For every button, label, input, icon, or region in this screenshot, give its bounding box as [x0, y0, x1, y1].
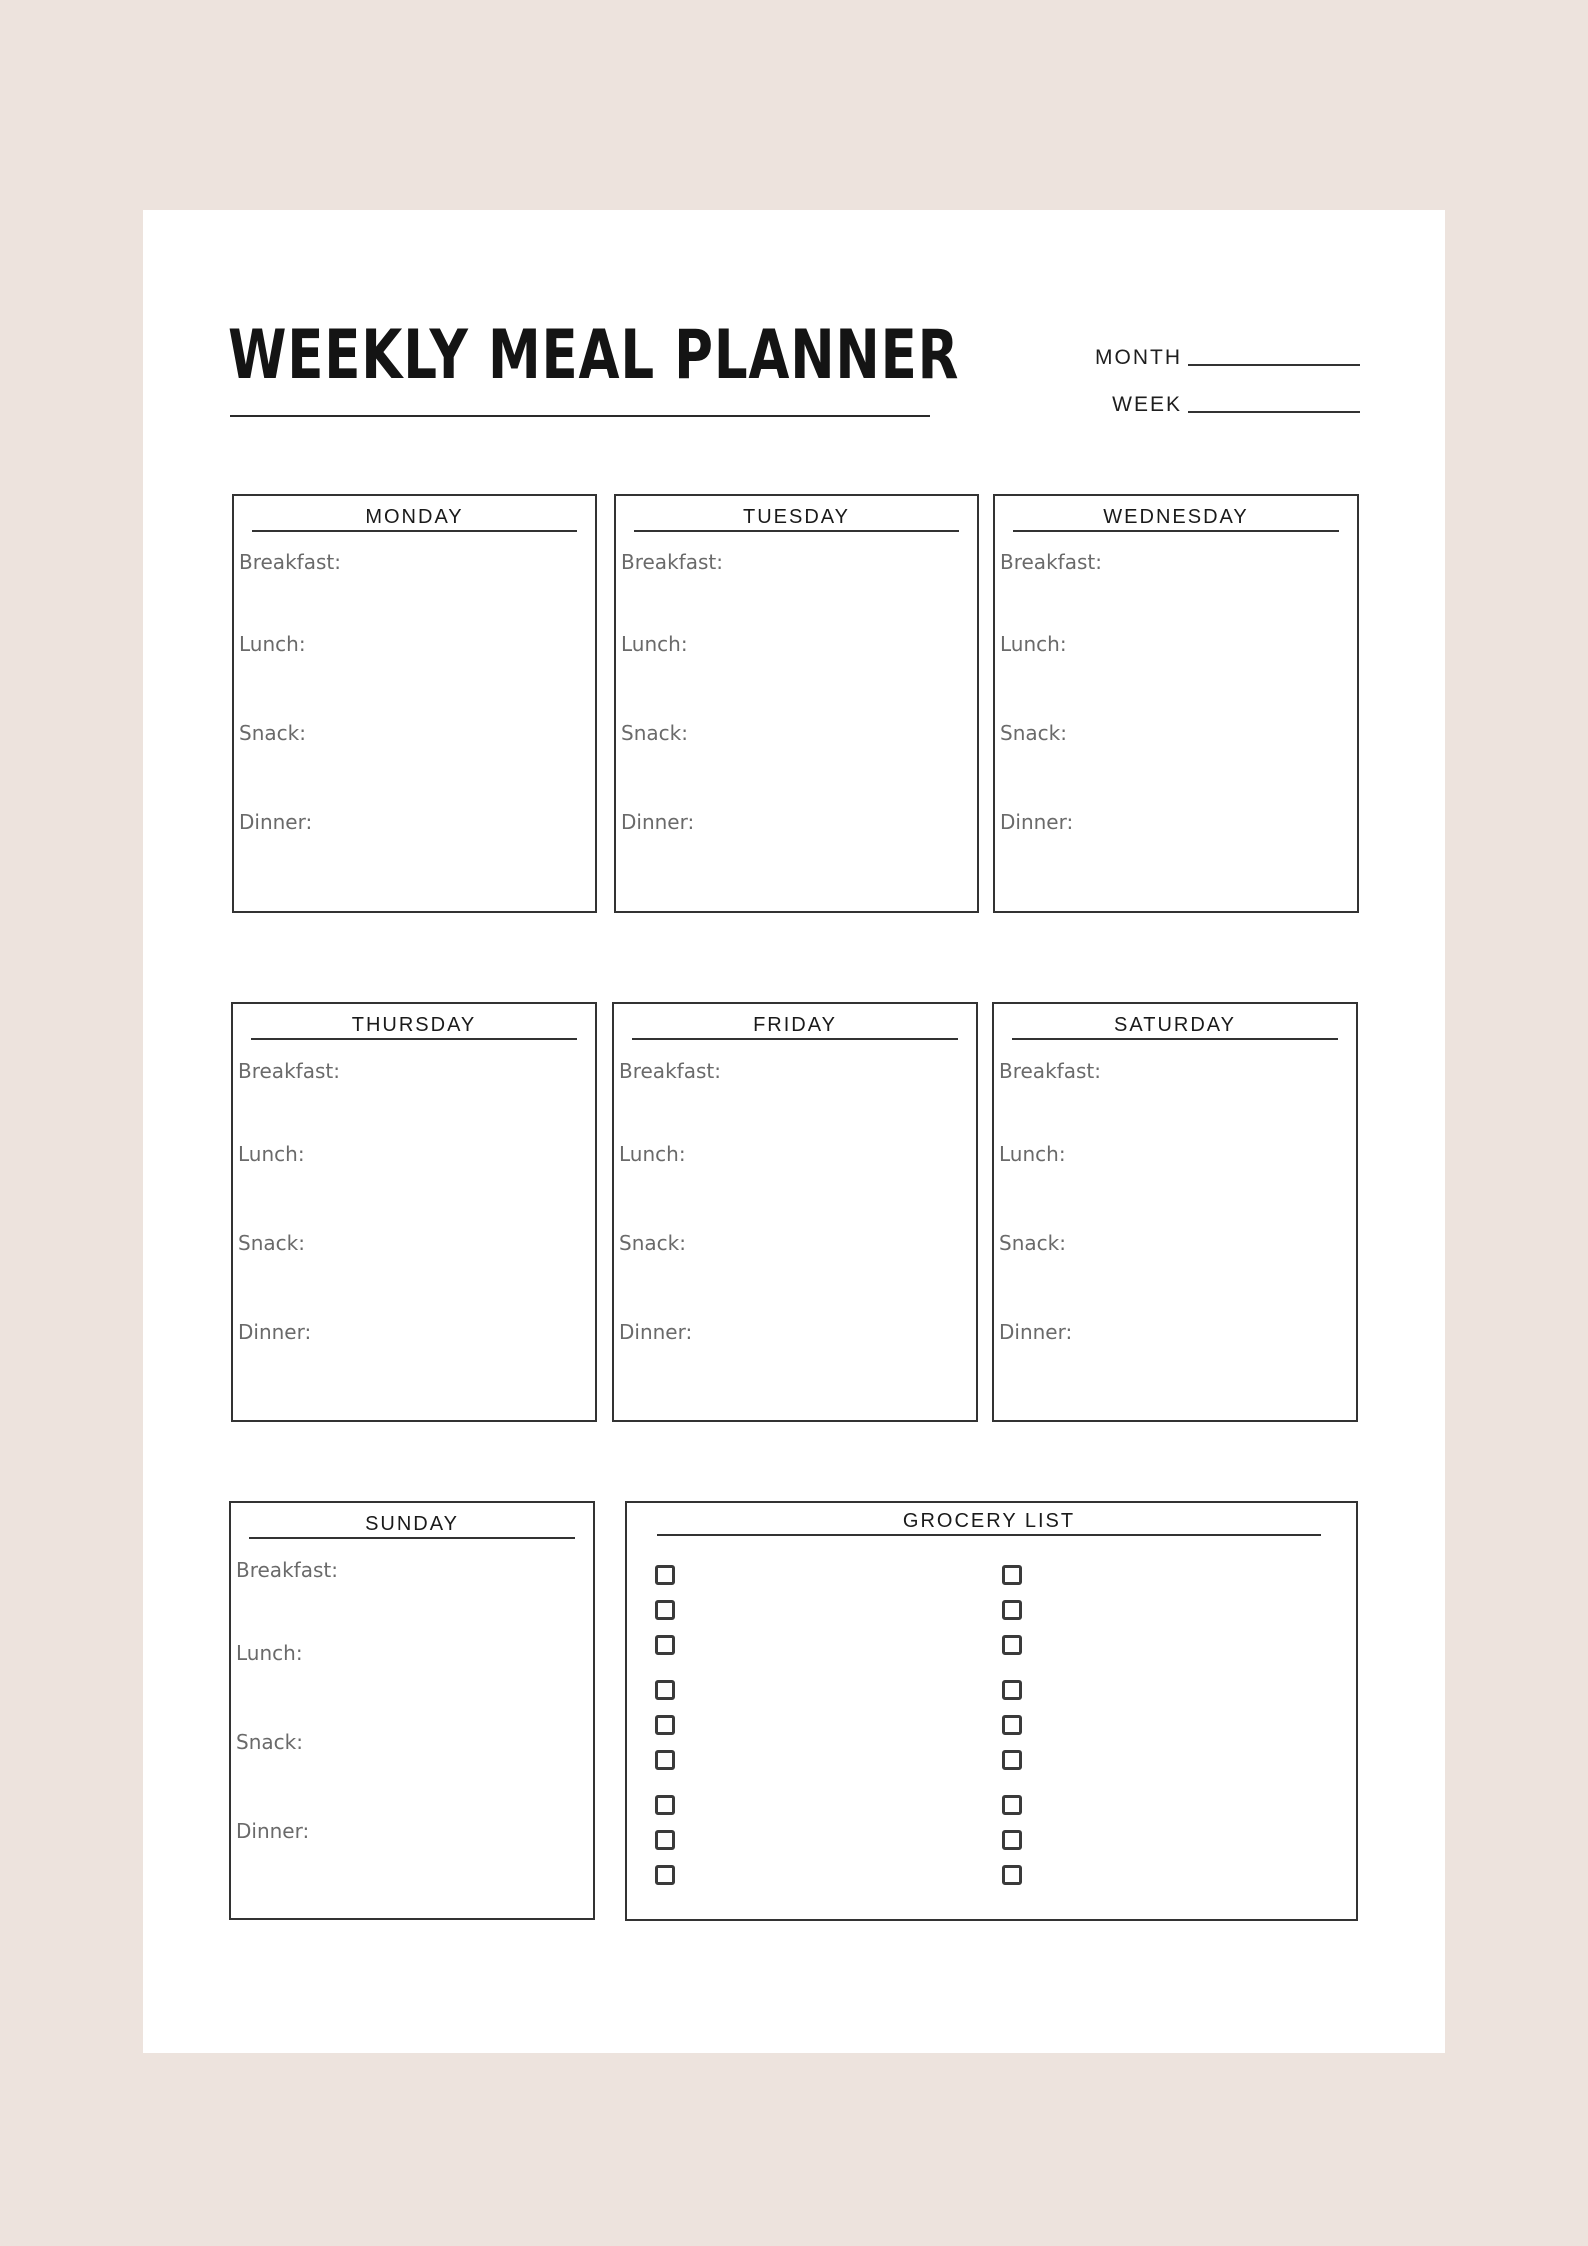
dinner-label: Dinner: [619, 1320, 693, 1344]
grocery-checkbox[interactable] [655, 1635, 675, 1655]
grocery-checkbox[interactable] [655, 1795, 675, 1815]
day-box-thursday [231, 1002, 597, 1422]
grocery-checkbox[interactable] [655, 1565, 675, 1585]
snack-label: Snack: [236, 1730, 303, 1754]
breakfast-label: Breakfast: [1000, 550, 1102, 574]
snack-label: Snack: [238, 1231, 305, 1255]
grocery-checkbox[interactable] [1002, 1565, 1022, 1585]
month-field [1095, 347, 1360, 368]
planner-page [143, 210, 1445, 2053]
lunch-label: Lunch: [236, 1641, 303, 1665]
breakfast-label: Breakfast: [236, 1558, 338, 1582]
day-title: THURSDAY [251, 1012, 577, 1040]
snack-label: Snack: [621, 721, 688, 745]
day-box-monday [232, 494, 597, 913]
lunch-label: Lunch: [239, 632, 306, 656]
dinner-label: Dinner: [1000, 810, 1074, 834]
title-underline [230, 415, 930, 417]
dinner-label: Dinner: [999, 1320, 1073, 1344]
dinner-label: Dinner: [236, 1819, 310, 1843]
breakfast-label: Breakfast: [619, 1059, 721, 1083]
dinner-label: Dinner: [239, 810, 313, 834]
grocery-checkbox[interactable] [1002, 1865, 1022, 1885]
day-title: SATURDAY [1012, 1012, 1338, 1040]
month-input-line[interactable] [1188, 364, 1360, 366]
grocery-checkbox[interactable] [1002, 1715, 1022, 1735]
week-input-line[interactable] [1188, 411, 1360, 413]
snack-label: Snack: [239, 721, 306, 745]
page-title: WEEKLY MEAL PLANNER [228, 316, 960, 395]
grocery-checkbox[interactable] [1002, 1795, 1022, 1815]
grocery-checkbox[interactable] [1002, 1600, 1022, 1620]
grocery-checkbox[interactable] [655, 1680, 675, 1700]
day-box-sunday [229, 1501, 595, 1920]
dinner-label: Dinner: [238, 1320, 312, 1344]
grocery-checkbox[interactable] [655, 1715, 675, 1735]
lunch-label: Lunch: [1000, 632, 1067, 656]
grocery-checkbox[interactable] [1002, 1680, 1022, 1700]
month-label: MONTH [1095, 346, 1182, 369]
lunch-label: Lunch: [238, 1142, 305, 1166]
grocery-checkbox[interactable] [1002, 1830, 1022, 1850]
grocery-checkbox[interactable] [1002, 1635, 1022, 1655]
grocery-checkbox[interactable] [655, 1865, 675, 1885]
day-title: WEDNESDAY [1013, 504, 1339, 532]
grocery-list-box [625, 1501, 1358, 1921]
day-box-friday [612, 1002, 978, 1422]
dinner-label: Dinner: [621, 810, 695, 834]
day-title: FRIDAY [632, 1012, 958, 1040]
week-label: WEEK [1112, 393, 1182, 416]
lunch-label: Lunch: [619, 1142, 686, 1166]
breakfast-label: Breakfast: [621, 550, 723, 574]
day-title: MONDAY [252, 504, 577, 532]
snack-label: Snack: [1000, 721, 1067, 745]
snack-label: Snack: [619, 1231, 686, 1255]
grocery-checkbox[interactable] [1002, 1750, 1022, 1770]
breakfast-label: Breakfast: [239, 550, 341, 574]
day-box-saturday [992, 1002, 1358, 1422]
grocery-list-title: GROCERY LIST [657, 1508, 1321, 1536]
day-box-wednesday [993, 494, 1359, 913]
breakfast-label: Breakfast: [238, 1059, 340, 1083]
lunch-label: Lunch: [621, 632, 688, 656]
snack-label: Snack: [999, 1231, 1066, 1255]
day-box-tuesday [614, 494, 979, 913]
day-title: SUNDAY [249, 1511, 575, 1539]
breakfast-label: Breakfast: [999, 1059, 1101, 1083]
week-field [1112, 394, 1360, 415]
grocery-checkbox[interactable] [655, 1750, 675, 1770]
grocery-checkbox[interactable] [655, 1830, 675, 1850]
grocery-checkbox[interactable] [655, 1600, 675, 1620]
day-title: TUESDAY [634, 504, 959, 532]
lunch-label: Lunch: [999, 1142, 1066, 1166]
